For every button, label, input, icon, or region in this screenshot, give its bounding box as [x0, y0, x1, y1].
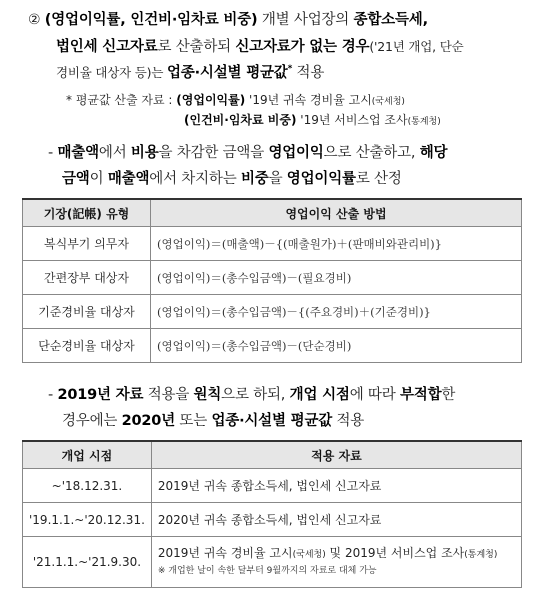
applied-data-cell: 2019년 귀속 종합소득세, 법인세 신고자료	[151, 469, 521, 503]
table-header-row	[23, 199, 522, 227]
opening-period-cell: '19.1.1.~'20.12.31.	[23, 503, 152, 537]
header-calculation-method: 영업이익 산출 방법	[151, 199, 522, 227]
bookkeeping-type-cell: 기준경비율 대상자	[23, 295, 151, 329]
footnote-line-2: (인건비·임차료 비중) '19년 서비스업 조사(통계청)	[184, 113, 441, 127]
section-line-2: 법인세 신고자료로 산출하되 신고자료가 없는 경우('21년 개업, 단순	[56, 39, 464, 55]
header-bookkeeping-type: 기장(記帳) 유형	[23, 199, 151, 227]
table-row	[23, 295, 522, 329]
formula-cell: (영업이익)＝(매출액)－{(매출원가)＋(판매비와관리비)}	[151, 227, 522, 261]
bullet2-line-1: - 2019년 자료 적용을 원칙으로 하되, 개업 시점에 따라 부적합한	[48, 387, 456, 403]
applied-data-cell: 2020년 귀속 종합소득세, 법인세 신고자료	[151, 503, 521, 537]
bullet1-line-2: 금액이 매출액에서 차지하는 비중을 영업이익률로 산정	[62, 171, 402, 187]
bullet1-line-1: - 매출액에서 비용을 차감한 금액을 영업이익으로 산출하고, 해당	[48, 145, 448, 161]
header-applied-data: 적용 자료	[151, 441, 521, 469]
bookkeeping-type-cell: 복식부기 의무자	[23, 227, 151, 261]
bullet2-line-2: 경우에는 2020년 또는 업종·시설별 평균값 적용	[62, 413, 365, 429]
bookkeeping-type-cell: 단순경비율 대상자	[23, 329, 151, 363]
applied-data-note: ※ 개업한 날이 속한 달부터 9월까지의 자료로 대체 가능	[157, 566, 377, 576]
applied-data-cell	[151, 537, 521, 588]
operating-profit-table	[22, 198, 522, 363]
formula-cell: (영업이익)＝(총수입금액)－(필요경비)	[151, 261, 522, 295]
section-line-1: ② (영업이익률, 인건비·임차료 비중) 개별 사업장의 종합소득세,	[28, 12, 428, 28]
applied-data-main: 2019년 귀속 경비율 고시(국세청) 및 2019년 서비스업 조사(통계청)	[157, 546, 498, 560]
formula-cell: (영업이익)＝(총수입금액)－(단순경비)	[151, 329, 522, 363]
table-row	[23, 537, 522, 588]
opening-period-cell: ~'18.12.31.	[23, 469, 152, 503]
table-row	[23, 329, 522, 363]
table-row	[23, 227, 522, 261]
section-marker: ②	[28, 12, 41, 28]
table-row	[23, 469, 522, 503]
table-header-row	[23, 441, 522, 469]
header-opening-period: 개업 시점	[23, 441, 152, 469]
footnote-line-1: * 평균값 산출 자료 : (영업이익률) '19년 귀속 경비율 고시(국세청)	[66, 93, 405, 107]
table-row	[23, 503, 522, 537]
section-line-3: 경비율 대상자 등)는 업종·시설별 평균값* 적용	[56, 64, 325, 81]
bookkeeping-type-cell: 간편장부 대상자	[23, 261, 151, 295]
reference-data-table	[22, 440, 522, 588]
table-row	[23, 261, 522, 295]
formula-cell: (영업이익)＝(총수입금액)－{(주요경비)＋(기준경비)}	[151, 295, 522, 329]
opening-period-cell: '21.1.1.~'21.9.30.	[23, 537, 152, 588]
